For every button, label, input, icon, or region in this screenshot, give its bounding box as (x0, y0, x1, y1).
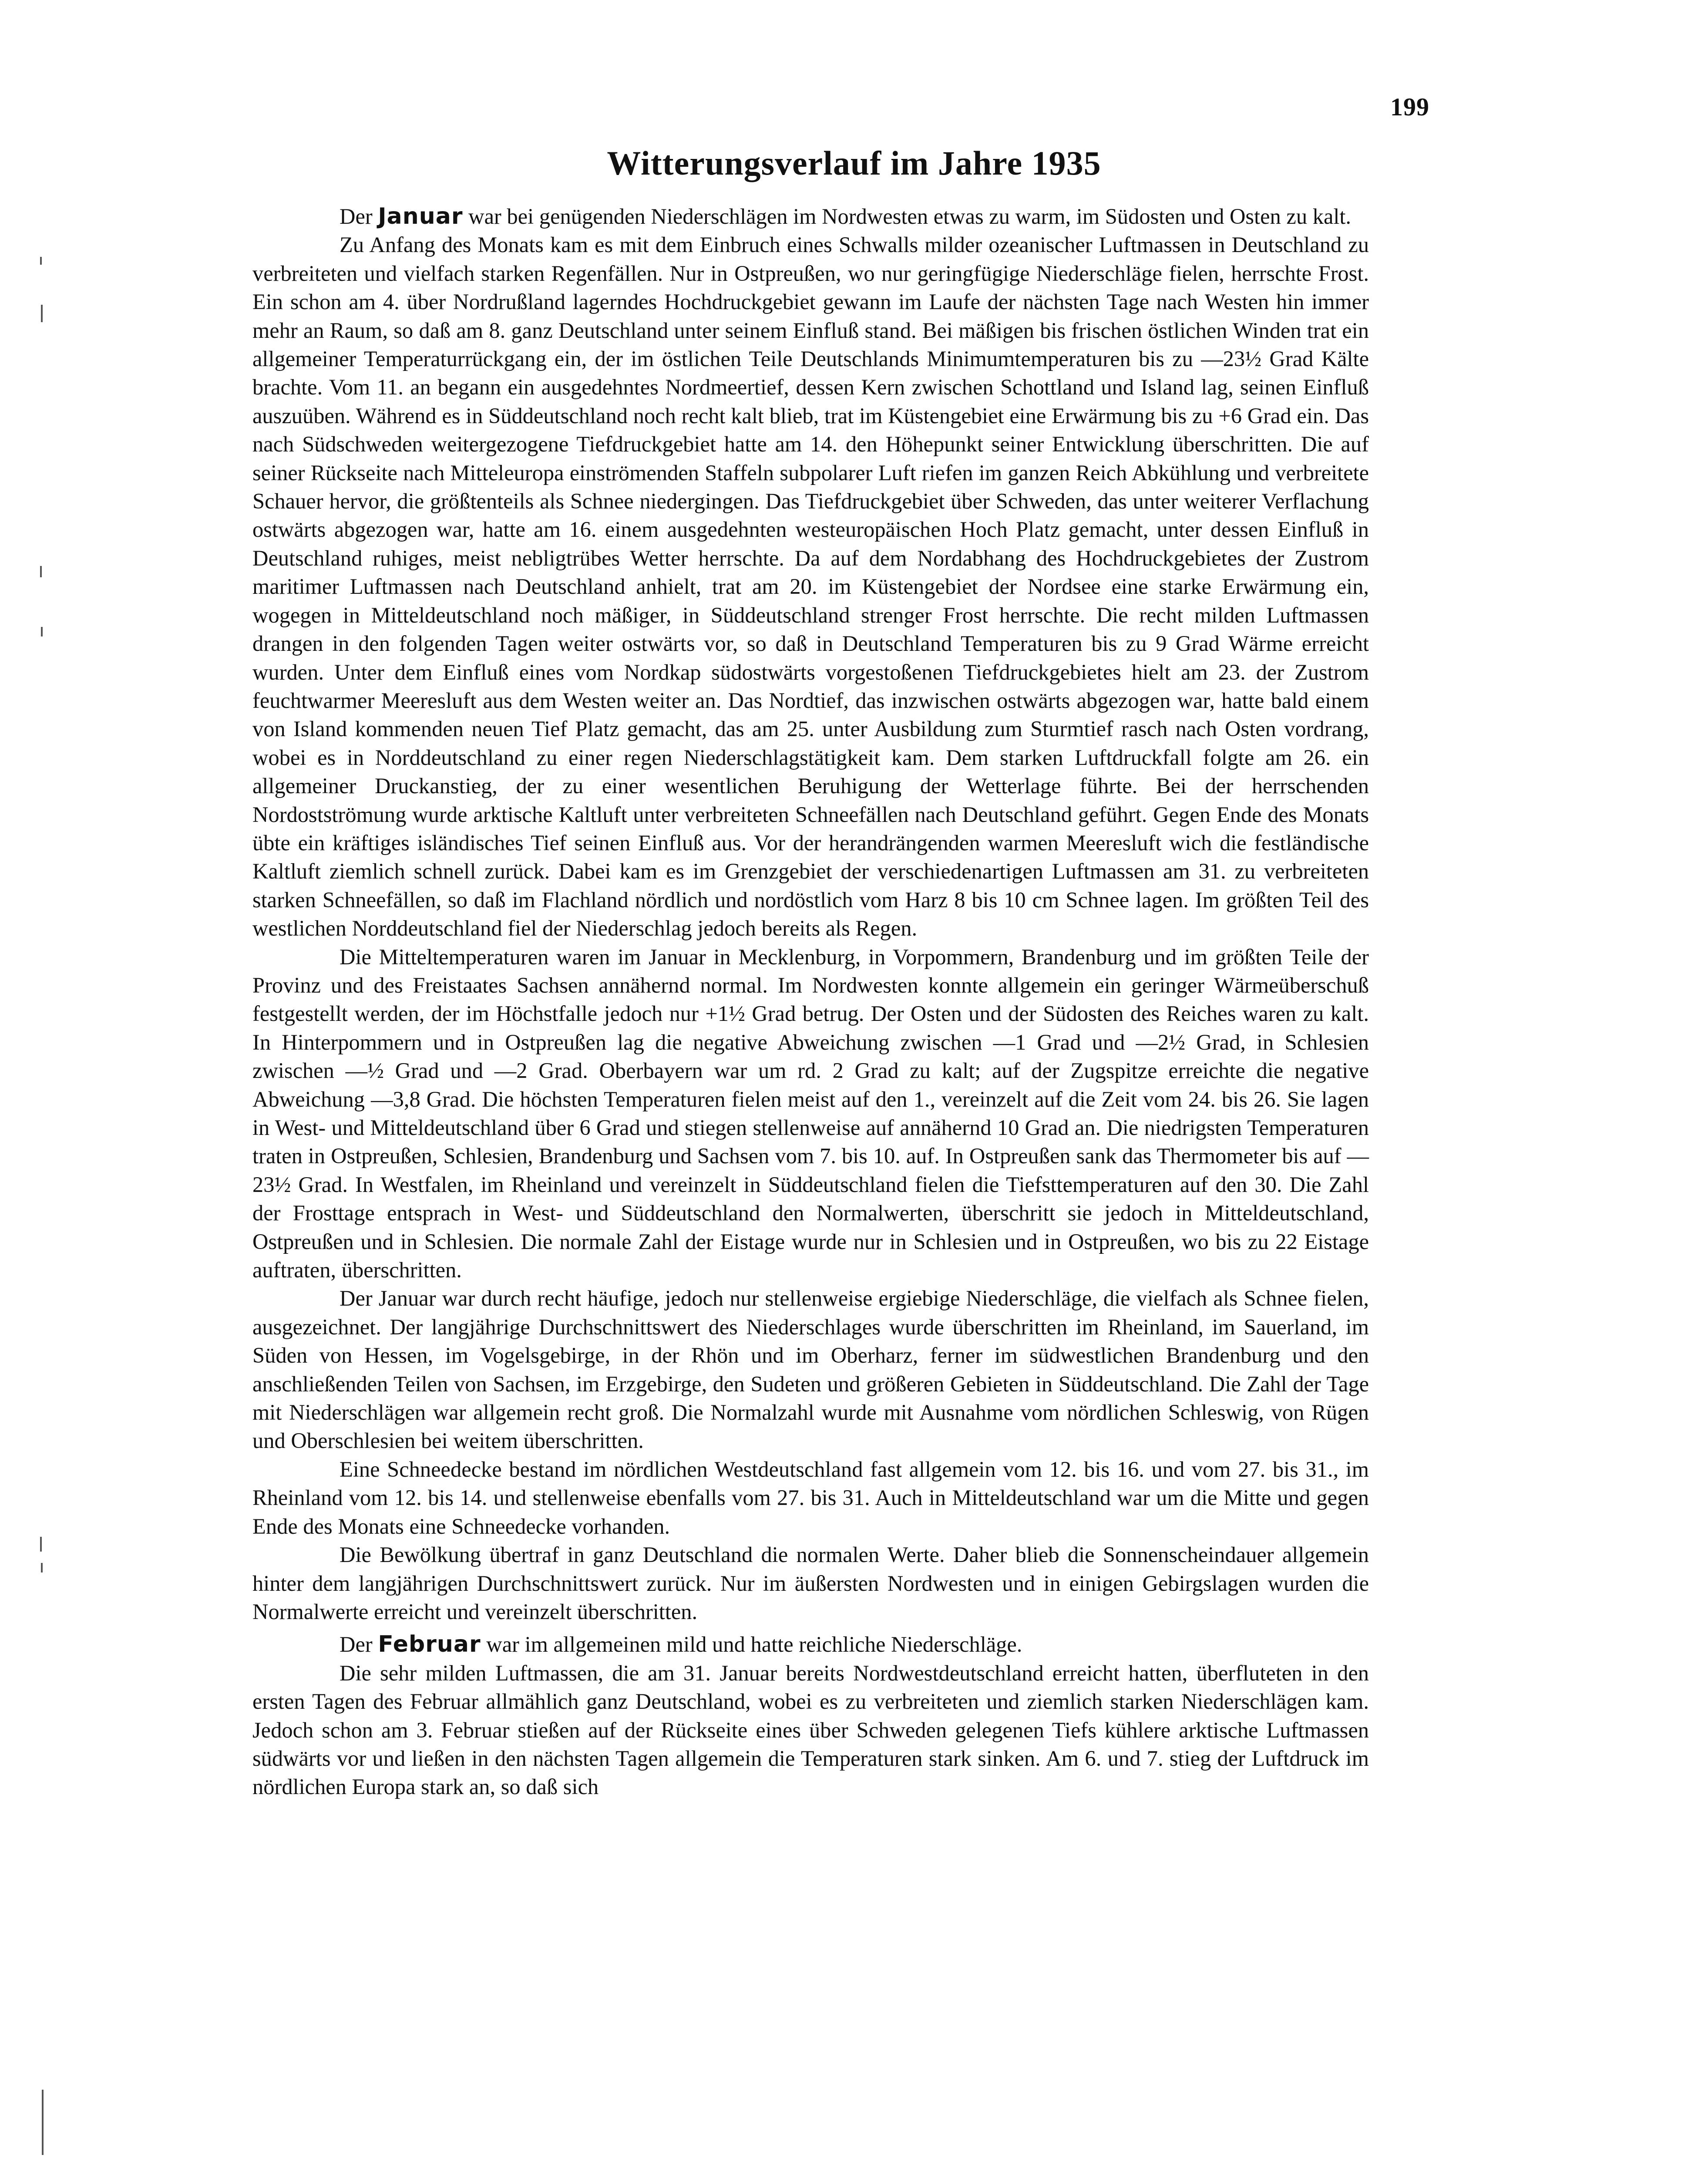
page-number: 199 (1390, 93, 1429, 121)
scan-margin-mark (42, 2090, 44, 2155)
body-text (252, 202, 1369, 1801)
paragraph-text: war bei genügenden Niederschlägen im Nordwesten etwas zu warm, im Südosten und Osten zu kalt. (463, 204, 1352, 229)
paragraph-januar-intro (252, 202, 1369, 231)
paragraph-februar-intro (252, 1630, 1369, 1659)
paragraph-lead: Der (340, 204, 378, 229)
scan-margin-mark (41, 627, 43, 636)
paragraph-text: war im allgemeinen mild und hatte reichliche Niederschläge. (481, 1632, 1022, 1657)
paragraph: Zu Anfang des Monats kam es mit dem Einbruch eines Schwalls milder ozeanischer Luftmassen in Deutschland zu verbreiteten und vielfach starken Regenfällen. Nur in Ostpreußen, wo nur geringfügige Niederschläge fielen, herrschte Frost. Ein schon am 4. über Nordrußland lagerndes Hochdruckgebiet gewann im Laufe der nächsten Tage nach Westen hin immer mehr an Raum, so daß am 8. ganz Deutschland unter seinem Einfluß stand. Bei mäßigen bis frischen östlichen Winden trat ein allgemeiner Temperaturrückgang ein, der im östlichen Teile Deutschlands Minimumtemperaturen bis zu —23½ Grad Kälte brachte. Vom 11. an begann ein ausgedehntes Nordmeertief, dessen Kern zwischen Schottland und Island lag, seinen Einfluß auszuüben. Während es in Süddeutschland noch recht kalt blieb, trat im Küstengebiet eine Erwärmung bis zu +6 Grad ein. Das nach Südschweden weitergezogene Tiefdruckgebiet hatte am 14. den Höhepunkt seiner Entwicklung überschritten. Die auf seiner Rückseite nach Mitteleuropa einströmenden Staffeln subpolarer Luft riefen im ganzen Reich Abkühlung und verbreitete Schauer hervor, die größtenteils als Schnee niedergingen. Das Tiefdruckgebiet über Schweden, das unter weiterer Verflachung ostwärts abgezogen war, hatte am 16. einem ausgedehnten westeuropäischen Hoch Platz gemacht, unter dessen Einfluß in Deutschland ruhiges, meist nebligtrübes Wetter herrschte. Da auf dem Nordabhang des Hochdruckgebietes der Zustrom maritimer Luftmassen nach Deutschland anhielt, trat am 20. im Küstengebiet der Nordsee eine starke Erwärmung ein, wogegen in Mitteldeutschland noch mäßiger, in Süddeutschland strenger Frost herrschte. Die recht milden Luftmassen drangen in den folgenden Tagen weiter ostwärts vor, so daß in Deutschland Temperaturen bis zu 9 Grad Wärme erreicht wurden. Unter dem Einfluß eines vom Nordkap südostwärts vorgestoßenen Tiefdruckgebietes hielt am 23. der Zustrom feuchtwarmer Meeresluft aus dem Westen weiter an. Das Nordtief, das inzwischen ostwärts abgezogen war, hatte bald einem von Island kommenden neuen Tief Platz gemacht, das am 25. unter Ausbildung zum Sturmtief rasch nach Osten vordrang, wobei es in Norddeutschland zu einer regen Niederschlagstätigkeit kam. Dem starken Luftdruckfall folgte am 26. ein allgemeiner Druckanstieg, der zu einer wesentlichen Beruhigung der Wetterlage führte. Bei der herrschenden Nordostströmung wurde arktische Kaltluft unter verbreiteten Schneefällen nach Deutschland geführt. Gegen Ende des Monats übte ein kräftiges isländisches Tief seinen Einfluß aus. Vor der herandrängenden warmen Meeresluft wich die festländische Kaltluft ziemlich schnell zurück. Dabei kam es im Grenzgebiet der verschiedenartigen Luftmassen am 31. zu verbreiteten starken Schneefällen, so daß im Flachland nördlich und nordöstlich vom Harz 8 bis 10 cm Schnee lagen. Im größten Teil des westlichen Norddeutschland fiel der Niederschlag jedoch bereits als Regen. (252, 232, 1369, 941)
document-title: Witterungsverlauf im Jahre 1935 (607, 144, 1101, 182)
scan-margin-mark (40, 257, 42, 265)
scan-margin-mark (41, 305, 43, 322)
month-name-februar: Februar (378, 1631, 481, 1658)
paragraph: Die Bewölkung übertraf in ganz Deutschland die normalen Werte. Daher blieb die Sonnenscheindauer allgemein hinter dem langjährigen Durchschnittswert zurück. Nur im äußersten Nordwesten und in einigen Gebirgslagen wurden die Normalwerte erreicht und vereinzelt überschritten. (252, 1542, 1369, 1624)
paragraph: Der Januar war durch recht häufige, jedoch nur stellenweise ergiebige Niederschläge, die vielfach als Schnee fielen, ausgezeichnet. Der langjährige Durchschnittswert des Niederschlages wurde überschritten im Rheinland, im Sauerland, im Süden von Hessen, im Vogelsgebirge, in der Rhön und im Oberharz, ferner im südwestlichen Brandenburg und den anschließenden Teilen von Sachsen, im Erzgebirge, den Sudeten und größeren Gebieten in Süddeutschland. Die Zahl der Tage mit Niederschlägen war allgemein recht groß. Die Normalzahl wurde mit Ausnahme vom nördlichen Schleswig, von Rügen und Oberschlesien bei weitem überschritten. (252, 1286, 1369, 1453)
paragraph: Die sehr milden Luftmassen, die am 31. Januar bereits Nordwestdeutschland erreicht hatten, überfluteten in den ersten Tagen des Februar allmählich ganz Deutschland, wobei es zu verbreiteten und ziemlich starken Niederschlägen kam. Jedoch schon am 3. Februar stießen auf der Rückseite eines über Schweden gelegenen Tiefs kühlere arktische Luftmassen südwärts vor und ließen in den nächsten Tagen allgemein die Temperaturen stark sinken. Am 6. und 7. stieg der Luftdruck im nördlichen Europa stark an, so daß sich (252, 1660, 1369, 1799)
paragraph: Die Mitteltemperaturen waren im Januar in Mecklenburg, in Vorpommern, Brandenburg und im größten Teile der Provinz und des Freistaates Sachsen annähernd normal. Im Nordwesten konnte allgemein ein geringer Wärmeüberschuß festgestellt werden, der im Höchstfalle jedoch nur +1½ Grad betrug. Der Osten und der Südosten des Reiches waren zu kalt. In Hinterpommern und in Ostpreußen lag die negative Abweichung zwischen —1 Grad und —2½ Grad, in Schlesien zwischen —½ Grad und —2 Grad. Oberbayern war um rd. 2 Grad zu kalt; auf der Zugspitze erreichte die negative Abweichung —3,8 Grad. Die höchsten Temperaturen fielen meist auf den 1., vereinzelt auf die Zeit vom 24. bis 26. Sie lagen in West- und Mitteldeutschland über 6 Grad und stiegen stellenweise auf annähernd 10 Grad an. Die niedrigsten Temperaturen traten in Ostpreußen, Schlesien, Brandenburg und Sachsen vom 7. bis 10. auf. In Ostpreußen sank das Thermometer bis auf —23½ Grad. In Westfalen, im Rheinland und vereinzelt in Süddeutschland fielen die Tiefsttemperaturen auf den 30. Die Zahl der Frosttage entsprach in West- und Süddeutschland den Normalwerten, überschritt sie jedoch in Mitteldeutschland, Ostpreußen und in Schlesien. Die normale Zahl der Eistage wurde nur in Schlesien und in Ostpreußen, wo bis zu 22 Eistage auftraten, überschritten. (252, 944, 1369, 1283)
scan-margin-mark (41, 1563, 43, 1572)
scan-margin-mark (40, 1537, 42, 1552)
scan-margin-mark (40, 566, 42, 577)
paragraph: Eine Schneedecke bestand im nördlichen Westdeutschland fast allgemein vom 12. bis 16. und vom 27. bis 31., im Rheinland vom 12. bis 14. und stellenweise ebenfalls vom 27. bis 31. Auch in Mitteldeutschland war um die Mitte und gegen Ende des Monats eine Schneedecke vorhanden. (252, 1457, 1369, 1539)
month-name-januar: Januar (378, 203, 463, 229)
paragraph-lead: Der (340, 1632, 378, 1657)
